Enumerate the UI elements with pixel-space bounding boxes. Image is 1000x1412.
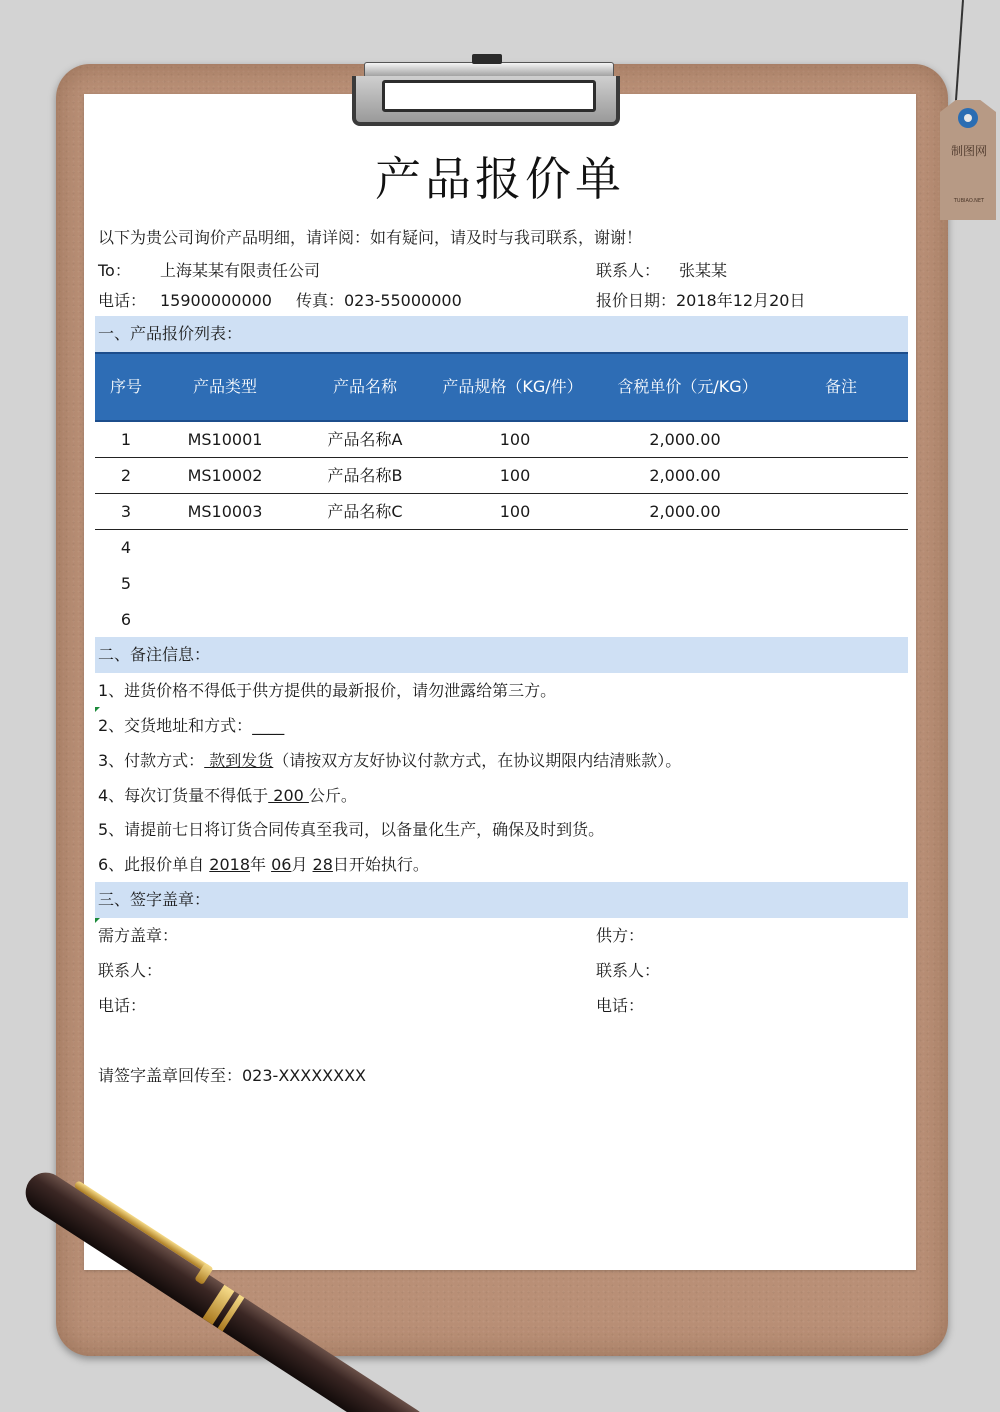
quote-date: 报价日期：2018年12月20日 — [596, 291, 806, 310]
fountain-pen-icon — [0, 1140, 560, 1412]
note-5: 5、请提前七日将订货合同传真至我司，以备量化生产，确保及时到货。 — [98, 820, 605, 839]
note-1: 1、进货价格不得低于供方提供的最新报价，请勿泄露给第三方。 — [98, 681, 557, 700]
cell-name: 产品名称A — [327, 430, 403, 449]
cell-spec: 100 — [499, 430, 531, 449]
tag-small-text: TUBIAO.NET — [953, 198, 985, 204]
contact-value: 张某某 — [679, 261, 728, 280]
note-3 — [98, 751, 681, 771]
fax-text: 传真：023-55000000 — [296, 291, 462, 310]
note-3-payment: 款到发货 — [204, 751, 274, 770]
section-header-signature: 三、签字盖章： — [95, 882, 908, 918]
note-3-text: 3、付款方式： — [98, 751, 205, 770]
buyer-contact-label: 联系人： — [98, 961, 163, 980]
buyer-seal-label: 需方盖章： — [98, 926, 179, 945]
note-2-text: 2、交货地址和方式： — [98, 716, 253, 735]
note-4-quantity: 200 — [268, 786, 309, 805]
to-value: 上海某某有限责任公司 — [160, 261, 321, 280]
note-2 — [98, 716, 284, 736]
note-4 — [98, 786, 357, 806]
cell-index: 5 — [120, 574, 132, 593]
to-label: To： — [98, 261, 131, 280]
note-2-blank: ____ — [252, 716, 285, 735]
cell-index: 3 — [120, 502, 132, 521]
cell-index: 4 — [120, 538, 132, 557]
cell-remark — [801, 494, 881, 530]
cell-index: 6 — [120, 610, 132, 629]
table-row — [95, 422, 908, 458]
intro-text: 以下为贵公司询价产品明细，请详阅：如有疑问，请及时与我司联系，谢谢！ — [98, 228, 643, 247]
table-row — [95, 494, 908, 530]
col-header: 产品名称 — [332, 377, 397, 396]
cell-type: MS10002 — [187, 466, 263, 485]
section-header-notes: 二、备注信息： — [95, 637, 908, 673]
clipboard-clip — [350, 54, 626, 130]
fax-return-note: 请签字盖章回传至：023-XXXXXXXX — [98, 1066, 367, 1085]
cell-index: 2 — [120, 466, 132, 485]
note-6-suffix: 日开始执行。 — [332, 855, 429, 874]
note-6-year-unit: 年 — [250, 855, 272, 874]
note-6-year: 2018 — [209, 855, 250, 874]
cell-remark — [801, 422, 881, 458]
note-3-suffix: （请按双方友好协议付款方式，在协议期限内结清账款）。 — [273, 751, 682, 770]
col-header: 产品规格（KG/件） — [442, 377, 583, 396]
cell-marker — [95, 918, 100, 923]
cell-name: 产品名称B — [327, 466, 403, 485]
cell-index: 1 — [120, 430, 132, 449]
buyer-phone-label: 电话： — [98, 996, 147, 1015]
note-6-month: 06 — [271, 855, 292, 874]
cell-spec: 100 — [499, 502, 531, 521]
col-header: 备注 — [824, 377, 857, 396]
phone-value: 15900000000 — [160, 291, 272, 310]
cell-marker — [95, 707, 100, 712]
col-header: 含税单价（元/KG） — [617, 377, 758, 396]
cell-type: MS10001 — [187, 430, 263, 449]
cell-type: MS10003 — [187, 502, 263, 521]
table-row — [95, 566, 908, 602]
table-row — [95, 602, 908, 638]
note-4-text: 4、每次订货量不得低于 — [98, 786, 269, 805]
supplier-phone-label: 电话： — [596, 996, 645, 1015]
cell-spec: 100 — [499, 466, 531, 485]
col-header: 产品类型 — [192, 377, 257, 396]
table-header — [95, 352, 908, 422]
clip-body — [352, 76, 620, 126]
note-6-text: 6、此报价单自 — [98, 855, 210, 874]
supplier-label: 供方： — [596, 926, 645, 945]
cell-name: 产品名称C — [327, 502, 403, 521]
col-header: 序号 — [109, 377, 142, 396]
clip-knob — [472, 54, 502, 64]
note-6-month-unit: 月 — [291, 855, 313, 874]
cell-remark — [801, 458, 881, 494]
tag-eyelet-icon — [958, 108, 978, 128]
note-6 — [98, 855, 429, 875]
page-title: 产品报价单 — [375, 152, 625, 206]
cell-price: 2,000.00 — [649, 430, 721, 449]
supplier-contact-label: 联系人： — [596, 961, 661, 980]
note-4-suffix: 公斤。 — [308, 786, 357, 805]
clip-window — [382, 80, 596, 112]
phone-label: 电话： — [98, 291, 147, 310]
contact-label: 联系人： — [596, 261, 661, 280]
note-6-day: 28 — [312, 855, 333, 874]
tag-string — [954, 0, 964, 110]
cell-price: 2,000.00 — [649, 466, 721, 485]
table-row — [95, 530, 908, 566]
tag-logo: 制图网 — [950, 144, 987, 158]
section-header-products: 一、产品报价列表： — [95, 316, 908, 352]
cell-price: 2,000.00 — [649, 502, 721, 521]
table-row — [95, 458, 908, 494]
